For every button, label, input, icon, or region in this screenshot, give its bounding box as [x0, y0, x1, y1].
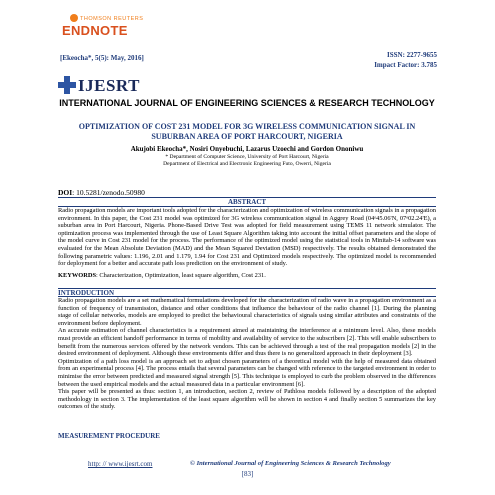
- intro-paragraph-4: This paper will be presented as thus: section 1, an introduction, section 2, review of Pathloss models followed by a description of the adopted methodology in section 3. The implementation of the least square algorithm will be shown in section 4 and finally section 5 summarizes the key outcomes of the study.: [58, 388, 436, 411]
- impact-factor-text: Impact Factor: 3.785: [374, 61, 437, 69]
- citation-header: [Ekeocha*, 5(5): May, 2016]: [60, 54, 144, 62]
- keywords-line: [58, 272, 436, 280]
- journal-name: INTERNATIONAL JOURNAL OF ENGINEERING SCIENCES & RESEARCH TECHNOLOGY: [59, 98, 435, 108]
- footer-copyright: © International Journal of Engineering Sciences & Research Technology: [190, 460, 391, 467]
- intro-paragraph-1: Radio propagation models are a set mathematical formulations developed for the characterization of radio wave in a propagation environment as a function of frequency of transmission, distance and other conditions that influence the behaviour of the radio channel [1]. During the planning stage of cellular networks, models are employed to predict the behavioural characteristics of signals using similar attributes and constraints of the environment before deployment.: [58, 297, 436, 327]
- intro-paragraph-2: An accurate estimation of channel characteristics is a requirement aimed at maintaining the interference at a minimum level. Also, these models must provide an efficient handoff performance in terms of mobility and availability of service to the subscribers [2]. This will enable subscribers to benefit from the numerous services offered by the network vendors. This can be achieved through a test of the real propagation models [2] in the desired environment of deployment. Although these environments differ and thus there is no generalized approach in their deployment [3].: [58, 327, 436, 358]
- brand-name: IJESRT: [78, 76, 140, 95]
- affiliation-2: Department of Electrical and Electronic Engineering Futo, Owerri, Nigeria: [163, 161, 331, 167]
- section-divider: [58, 288, 436, 289]
- footer-url: [88, 460, 152, 468]
- medical-cross-icon: [58, 76, 76, 94]
- author-list: Akujobi Ekeocha*, Nosiri Onyebuchi, Lazarus Uzoechi and Gordon Ononiwu: [130, 145, 364, 153]
- page-number: [83]: [241, 470, 254, 478]
- logo-main-text: ENDNOTE: [62, 23, 128, 38]
- issn-text: ISSN: 2277-9655: [387, 51, 437, 59]
- keywords-value: : Characterization, Optimization, least square algorithm, Cost 231.: [96, 272, 266, 279]
- doi-label: DOI: [58, 188, 73, 197]
- abstract-heading: ABSTRACT: [227, 198, 267, 206]
- keywords-label: KEYWORDS: [58, 272, 96, 279]
- affiliations: [58, 154, 436, 168]
- endnote-logo: [62, 14, 152, 50]
- introduction-body: [58, 297, 436, 411]
- logo-top-text: THOMSON REUTERS: [80, 16, 144, 22]
- abstract-body: Radio propagation models are important tools adopted for the characterization and optimization of wireless communication signals in a propagation environment. In this paper, the Cost 231 model was optimized for 3G wireless communication signal in Aggrey Road (04ᵒ45.06'N, 07ᵒ02.24'E), a suburban area in Port Harcourt, Nigeria. Phone-Based Drive Test was adopted for field measurement using TEMS 11 network simulator. The optimization process was implemented through the use of Least Square Algorithm taking into account the initial offset parameters and the slope of the model curve in Cost 231 model for the process. The performance of the optimized model using the statistical tools in Minitab-14 software was evaluated for the Mean Absolute Deviation (MAD) and the Mean Squared Deviation (MSD) respectively. The results obtained demonstrated the following parametric values: 1.196, 2.01 and 1.179, 1.94 for Cost 231 and Optimized models respectively. The optimized model is recommended for deployment for a better and accurate path loss prediction on the environment of study.: [58, 207, 437, 268]
- introduction-heading: INTRODUCTION: [58, 289, 115, 297]
- affiliation-1: * Department of Computer Science, University of Port Harcourt, Nigeria: [165, 154, 329, 160]
- doi-line: [58, 188, 145, 197]
- journal-website-link[interactable]: http: // www.ijesrt.com: [88, 460, 153, 468]
- paper-title: OPTIMIZATION OF COST 231 MODEL FOR 3G WIRELESS COMMUNICATION SIGNAL IN SUBURBAN AREA OF PORT HARCOURT, NIGERIA: [78, 122, 416, 141]
- intro-paragraph-3: Optimization of a path loss model is an approach set to adjust chosen parameters of a theoretical model with the help of measured data obtained from an experimental process [4]. The process entails that several parameters can be changed with reference to the targeted environment in order to minimise the error between predicted and measured signal strength [5]. This technique is employed to curb the problem observed in the differences between the used empirical models and the actual measured data in a particular environment [6].: [58, 357, 436, 388]
- issn-header: [374, 50, 437, 70]
- measurement-heading: MEASUREMENT PROCEDURE: [58, 432, 160, 440]
- logo-dot-icon: [70, 14, 78, 22]
- doi-value: : 10.5281/zenodo.50980: [72, 188, 145, 197]
